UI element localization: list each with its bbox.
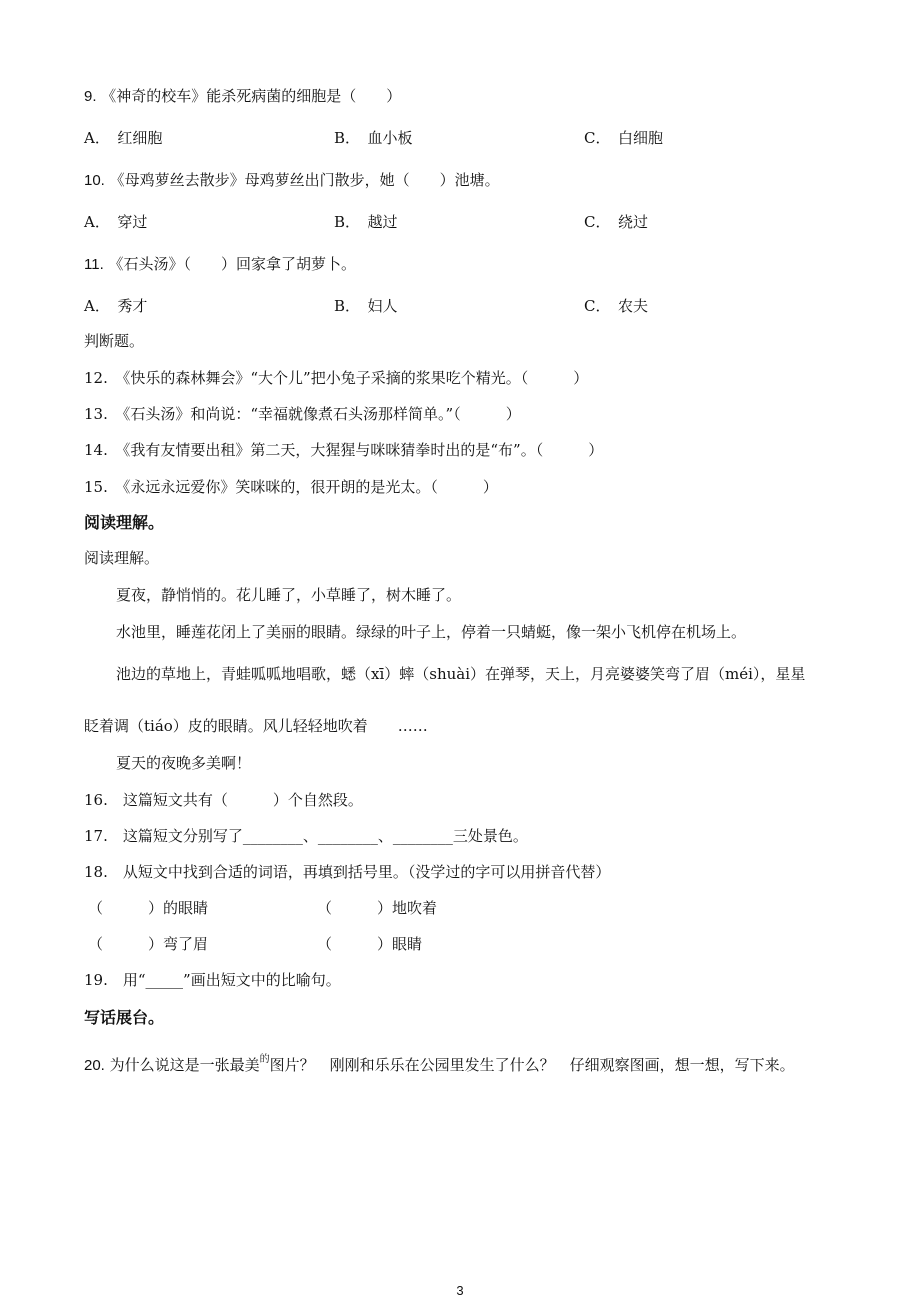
question-text: 《神奇的校车》能杀死病菌的细胞是（ ） — [101, 87, 402, 105]
option-b: B． 妇人 — [334, 297, 398, 315]
question-16: 16. 这篇短文共有（ ）个自然段。 — [84, 791, 363, 809]
question-12: 12. 《快乐的森林舞会》“大个儿”把小兔子采摘的浆果吃个精光。（ ） — [84, 369, 589, 387]
fill-blank[interactable]: （ ）弯了眉 — [88, 935, 209, 953]
passage-paragraph-2: 水池里，睡莲花闭上了美丽的眼睛。绿绿的叶子上，停着一只蜻蜓，像一架小飞机停在机场上。 — [116, 623, 747, 641]
question-17: 17. 这篇短文分别写了________、________、________三处景色。 — [84, 827, 528, 845]
question-20: 20. 为什么说这是一张最美$^的$图片？ 刚刚和乐乐在公园里发生了什么？ 仔细观察图画，想一想，写下来。 — [84, 1054, 795, 1074]
question-19: 19. 用“_____”画出短文中的比喻句。 — [84, 971, 341, 989]
question-13: 13. 《石头汤》和尚说：“幸福就像煮石头汤那样简单。”（ ） — [84, 405, 521, 423]
section-title-reading: 阅读理解。 — [84, 513, 165, 532]
section-title-writing: 写话展台。 — [84, 1008, 165, 1027]
question-number: 9. — [84, 88, 97, 105]
option-a: A． 穿过 — [84, 213, 148, 231]
question-14: 14. 《我有友情要出租》第二天，大猩猩与咪咪猜拳时出的是“布”。（ ） — [84, 441, 604, 459]
question-number: 11. — [84, 256, 104, 273]
option-a: A． 红细胞 — [84, 129, 163, 147]
judge-heading: 判断题。 — [84, 332, 145, 350]
question-11 — [84, 254, 356, 275]
passage-paragraph-3-cont: 眨着调（tiáo）皮的眼睛。风儿轻轻地吹着 …… — [84, 717, 428, 735]
passage-paragraph-4: 夏天的夜晚多美啊！ — [116, 754, 252, 772]
fill-blank[interactable]: （ ）地吹着 — [317, 899, 438, 917]
option-b: B． 越过 — [334, 213, 398, 231]
reading-subtitle: 阅读理解。 — [84, 549, 160, 567]
fill-blank[interactable]: （ ）眼睛 — [317, 935, 423, 953]
passage-paragraph-3: 池边的草地上，青蛙呱呱地唱歌，蟋（xī）蟀（shuài）在弹琴，天上，月亮婆婆笑弯了眉（méi），星星 — [116, 665, 806, 683]
page-number: 3 — [456, 1283, 464, 1298]
fill-blank[interactable]: （ ）的眼睛 — [88, 899, 209, 917]
option-b: B． 血小板 — [334, 129, 413, 147]
question-18: 18. 从短文中找到合适的词语，再填到括号里。（没学过的字可以用拼音代替） — [84, 863, 611, 881]
option-c: C． 绕过 — [584, 213, 649, 231]
question-text: 《石头汤》（ ）回家拿了胡萝卜。 — [108, 255, 357, 273]
question-15: 15. 《永远永远爱你》笑咪咪的，很开朗的是光太。（ ） — [84, 478, 498, 496]
question-number: 10. — [84, 172, 105, 189]
option-a: A． 秀才 — [84, 297, 148, 315]
question-text: 《母鸡萝丝去散步》母鸡萝丝出门散步，她（ ）池塘。 — [109, 171, 500, 189]
question-9 — [84, 86, 401, 107]
option-c: C． 农夫 — [584, 297, 649, 315]
passage-paragraph-1: 夏夜，静悄悄的。花儿睡了，小草睡了，树木睡了。 — [116, 586, 462, 604]
question-10 — [84, 170, 500, 191]
option-c: C． 白细胞 — [584, 129, 664, 147]
